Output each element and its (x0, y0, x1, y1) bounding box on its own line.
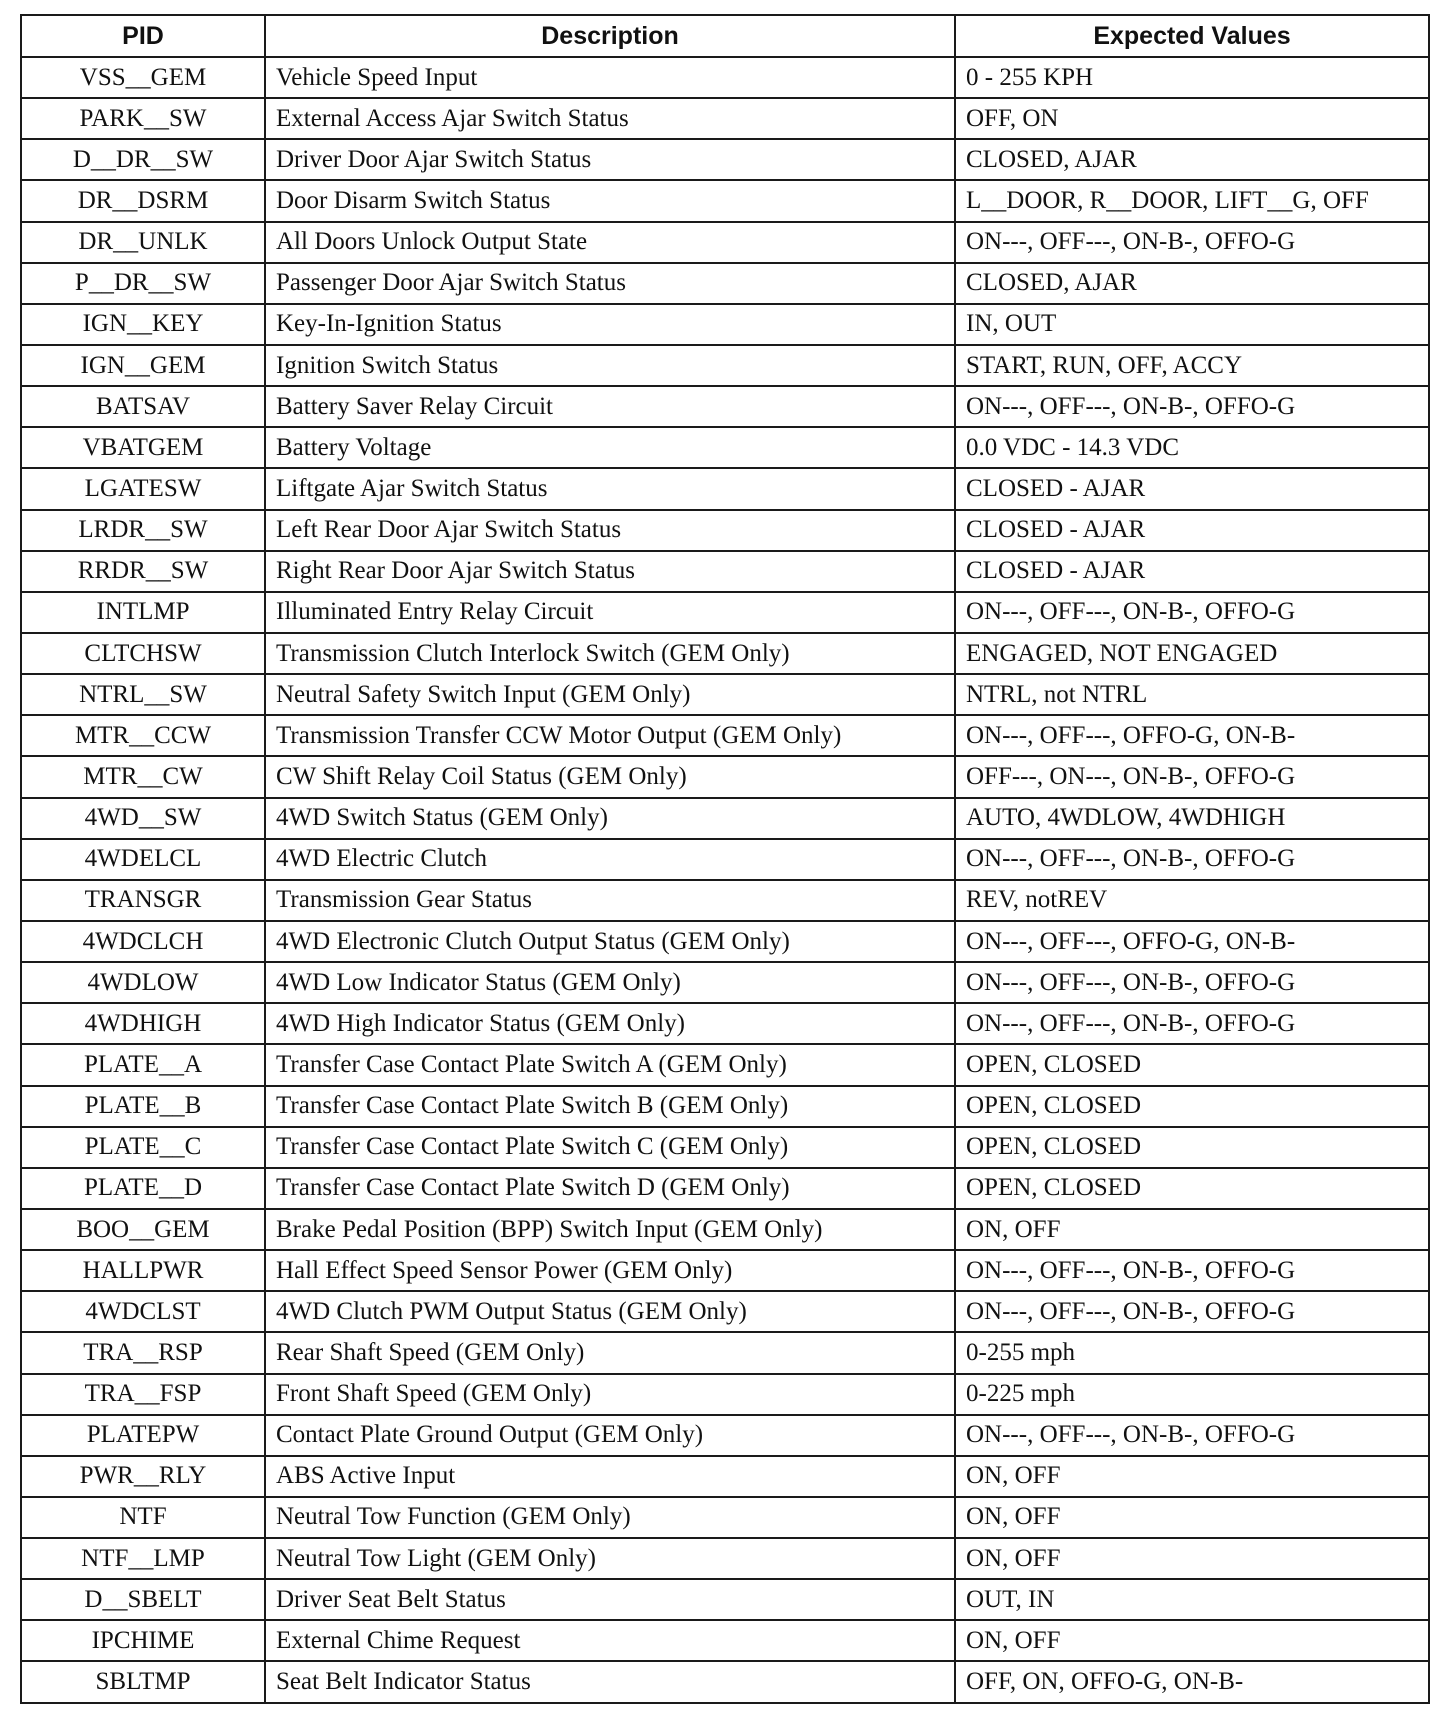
expected-values-cell: OUT, IN (955, 1579, 1429, 1620)
expected-values-cell: ON---, OFF---, OFFO-G, ON-B- (955, 715, 1429, 756)
pid-cell: CLTCHSW (21, 633, 265, 674)
table-row (21, 1250, 1429, 1291)
table-row (21, 222, 1429, 263)
pid-cell: D__SBELT (21, 1579, 265, 1620)
description-cell: Battery Voltage (265, 427, 955, 468)
table-row (21, 839, 1429, 880)
description-cell: Neutral Tow Light (GEM Only) (265, 1538, 955, 1579)
pid-cell: IPCHIME (21, 1620, 265, 1661)
pid-cell: VBATGEM (21, 427, 265, 468)
pid-cell: MTR__CCW (21, 715, 265, 756)
table-row (21, 1579, 1429, 1620)
table-row (21, 1003, 1429, 1044)
table-row (21, 1044, 1429, 1085)
description-cell: Key-In-Ignition Status (265, 304, 955, 345)
expected-values-cell: AUTO, 4WDLOW, 4WDHIGH (955, 798, 1429, 839)
expected-values-cell: 0 - 255 KPH (955, 57, 1429, 98)
pid-cell: VSS__GEM (21, 57, 265, 98)
description-cell: Transmission Clutch Interlock Switch (GEM Only) (265, 633, 955, 674)
description-cell: Illuminated Entry Relay Circuit (265, 592, 955, 633)
table-body (21, 57, 1429, 1703)
table-row (21, 715, 1429, 756)
description-cell: Transfer Case Contact Plate Switch A (GEM Only) (265, 1044, 955, 1085)
expected-values-cell: ON, OFF (955, 1538, 1429, 1579)
expected-values-cell: OPEN, CLOSED (955, 1168, 1429, 1209)
table-row (21, 57, 1429, 98)
header-pid: PID (21, 15, 265, 57)
table-row (21, 674, 1429, 715)
expected-values-cell: ON, OFF (955, 1209, 1429, 1250)
pid-cell: NTF (21, 1497, 265, 1538)
pid-cell: NTRL__SW (21, 674, 265, 715)
expected-values-cell: NTRL, not NTRL (955, 674, 1429, 715)
table-row (21, 798, 1429, 839)
expected-values-cell: CLOSED - AJAR (955, 468, 1429, 509)
table-row (21, 756, 1429, 797)
description-cell: Hall Effect Speed Sensor Power (GEM Only) (265, 1250, 955, 1291)
table-row (21, 921, 1429, 962)
table-row (21, 1415, 1429, 1456)
pid-cell: PWR__RLY (21, 1456, 265, 1497)
expected-values-cell: CLOSED, AJAR (955, 139, 1429, 180)
expected-values-cell: L__DOOR, R__DOOR, LIFT__G, OFF (955, 180, 1429, 221)
description-cell: Transfer Case Contact Plate Switch B (GEM Only) (265, 1086, 955, 1127)
pid-cell: NTF__LMP (21, 1538, 265, 1579)
pid-cell: SBLTMP (21, 1661, 265, 1703)
table-row (21, 427, 1429, 468)
pid-cell: DR__DSRM (21, 180, 265, 221)
description-cell: CW Shift Relay Coil Status (GEM Only) (265, 756, 955, 797)
expected-values-cell: OFF---, ON---, ON-B-, OFFO-G (955, 756, 1429, 797)
description-cell: 4WD Electric Clutch (265, 839, 955, 880)
pid-cell: PLATE__B (21, 1086, 265, 1127)
expected-values-cell: ON---, OFF---, ON-B-, OFFO-G (955, 1415, 1429, 1456)
pid-cell: DR__UNLK (21, 222, 265, 263)
table-header (21, 15, 1429, 57)
description-cell: Brake Pedal Position (BPP) Switch Input (GEM Only) (265, 1209, 955, 1250)
table-row (21, 345, 1429, 386)
pid-cell: PARK__SW (21, 98, 265, 139)
description-cell: Neutral Safety Switch Input (GEM Only) (265, 674, 955, 715)
table-row (21, 304, 1429, 345)
pid-cell: IGN__KEY (21, 304, 265, 345)
pid-cell: PLATE__C (21, 1127, 265, 1168)
table-row (21, 1538, 1429, 1579)
expected-values-cell: IN, OUT (955, 304, 1429, 345)
description-cell: Transfer Case Contact Plate Switch C (GEM Only) (265, 1127, 955, 1168)
table-row (21, 880, 1429, 921)
table-row (21, 1374, 1429, 1415)
expected-values-cell: ON---, OFF---, ON-B-, OFFO-G (955, 962, 1429, 1003)
description-cell: Battery Saver Relay Circuit (265, 386, 955, 427)
table-row (21, 98, 1429, 139)
expected-values-cell: OPEN, CLOSED (955, 1044, 1429, 1085)
table-row (21, 1456, 1429, 1497)
pid-cell: TRA__RSP (21, 1332, 265, 1373)
expected-values-cell: ON, OFF (955, 1620, 1429, 1661)
table-row (21, 1168, 1429, 1209)
expected-values-cell: OFF, ON, OFFO-G, ON-B- (955, 1661, 1429, 1703)
expected-values-cell: ON---, OFF---, ON-B-, OFFO-G (955, 592, 1429, 633)
expected-values-cell: 0-255 mph (955, 1332, 1429, 1373)
pid-cell: BATSAV (21, 386, 265, 427)
description-cell: All Doors Unlock Output State (265, 222, 955, 263)
description-cell: Ignition Switch Status (265, 345, 955, 386)
expected-values-cell: OFF, ON (955, 98, 1429, 139)
pid-cell: D__DR__SW (21, 139, 265, 180)
table-row (21, 1291, 1429, 1332)
pid-cell: PLATEPW (21, 1415, 265, 1456)
pid-cell: P__DR__SW (21, 263, 265, 304)
expected-values-cell: ON, OFF (955, 1497, 1429, 1538)
expected-values-cell: OPEN, CLOSED (955, 1086, 1429, 1127)
description-cell: External Chime Request (265, 1620, 955, 1661)
description-cell: Transmission Gear Status (265, 880, 955, 921)
pid-cell: HALLPWR (21, 1250, 265, 1291)
pid-cell: TRANSGR (21, 880, 265, 921)
pid-cell: RRDR__SW (21, 551, 265, 592)
expected-values-cell: CLOSED - AJAR (955, 551, 1429, 592)
table-row (21, 139, 1429, 180)
pid-cell: MTR__CW (21, 756, 265, 797)
header-description: Description (265, 15, 955, 57)
pid-table (20, 14, 1430, 1704)
table-row (21, 962, 1429, 1003)
expected-values-cell: ENGAGED, NOT ENGAGED (955, 633, 1429, 674)
table-row (21, 1661, 1429, 1703)
expected-values-cell: ON---, OFF---, ON-B-, OFFO-G (955, 1003, 1429, 1044)
description-cell: 4WD Electronic Clutch Output Status (GEM Only) (265, 921, 955, 962)
description-cell: Neutral Tow Function (GEM Only) (265, 1497, 955, 1538)
table-row (21, 180, 1429, 221)
description-cell: Door Disarm Switch Status (265, 180, 955, 221)
description-cell: 4WD Low Indicator Status (GEM Only) (265, 962, 955, 1003)
header-expected-values: Expected Values (955, 15, 1429, 57)
pid-cell: BOO__GEM (21, 1209, 265, 1250)
expected-values-cell: CLOSED, AJAR (955, 263, 1429, 304)
description-cell: Transfer Case Contact Plate Switch D (GEM Only) (265, 1168, 955, 1209)
expected-values-cell: ON---, OFF---, ON-B-, OFFO-G (955, 1291, 1429, 1332)
expected-values-cell: ON, OFF (955, 1456, 1429, 1497)
table-row (21, 592, 1429, 633)
pid-cell: LGATESW (21, 468, 265, 509)
table-row (21, 1332, 1429, 1373)
pid-cell: PLATE__D (21, 1168, 265, 1209)
header-row (21, 15, 1429, 57)
description-cell: Vehicle Speed Input (265, 57, 955, 98)
description-cell: Front Shaft Speed (GEM Only) (265, 1374, 955, 1415)
pid-cell: 4WDLOW (21, 962, 265, 1003)
expected-values-cell: 0-225 mph (955, 1374, 1429, 1415)
expected-values-cell: ON---, OFF---, ON-B-, OFFO-G (955, 839, 1429, 880)
pid-cell: TRA__FSP (21, 1374, 265, 1415)
description-cell: Rear Shaft Speed (GEM Only) (265, 1332, 955, 1373)
expected-values-cell: 0.0 VDC - 14.3 VDC (955, 427, 1429, 468)
description-cell: 4WD Clutch PWM Output Status (GEM Only) (265, 1291, 955, 1332)
expected-values-cell: ON---, OFF---, ON-B-, OFFO-G (955, 1250, 1429, 1291)
expected-values-cell: OPEN, CLOSED (955, 1127, 1429, 1168)
description-cell: 4WD Switch Status (GEM Only) (265, 798, 955, 839)
table-row (21, 510, 1429, 551)
expected-values-cell: ON---, OFF---, ON-B-, OFFO-G (955, 222, 1429, 263)
pid-cell: 4WDCLST (21, 1291, 265, 1332)
table-row (21, 1127, 1429, 1168)
description-cell: Contact Plate Ground Output (GEM Only) (265, 1415, 955, 1456)
expected-values-cell: START, RUN, OFF, ACCY (955, 345, 1429, 386)
pid-cell: 4WD__SW (21, 798, 265, 839)
table-row (21, 633, 1429, 674)
pid-cell: 4WDELCL (21, 839, 265, 880)
description-cell: 4WD High Indicator Status (GEM Only) (265, 1003, 955, 1044)
table-row (21, 1209, 1429, 1250)
table-row (21, 386, 1429, 427)
table-row (21, 1620, 1429, 1661)
description-cell: Right Rear Door Ajar Switch Status (265, 551, 955, 592)
expected-values-cell: ON---, OFF---, ON-B-, OFFO-G (955, 386, 1429, 427)
expected-values-cell: CLOSED - AJAR (955, 510, 1429, 551)
expected-values-cell: ON---, OFF---, OFFO-G, ON-B- (955, 921, 1429, 962)
table-row (21, 1497, 1429, 1538)
description-cell: Driver Seat Belt Status (265, 1579, 955, 1620)
pid-cell: IGN__GEM (21, 345, 265, 386)
table-row (21, 263, 1429, 304)
description-cell: Liftgate Ajar Switch Status (265, 468, 955, 509)
description-cell: External Access Ajar Switch Status (265, 98, 955, 139)
description-cell: Seat Belt Indicator Status (265, 1661, 955, 1703)
pid-cell: 4WDHIGH (21, 1003, 265, 1044)
pid-cell: LRDR__SW (21, 510, 265, 551)
pid-cell: 4WDCLCH (21, 921, 265, 962)
pid-cell: INTLMP (21, 592, 265, 633)
table-row (21, 468, 1429, 509)
description-cell: Driver Door Ajar Switch Status (265, 139, 955, 180)
pid-cell: PLATE__A (21, 1044, 265, 1085)
description-cell: Transmission Transfer CCW Motor Output (GEM Only) (265, 715, 955, 756)
expected-values-cell: REV, notREV (955, 880, 1429, 921)
description-cell: ABS Active Input (265, 1456, 955, 1497)
table-row (21, 551, 1429, 592)
description-cell: Left Rear Door Ajar Switch Status (265, 510, 955, 551)
table-row (21, 1086, 1429, 1127)
description-cell: Passenger Door Ajar Switch Status (265, 263, 955, 304)
